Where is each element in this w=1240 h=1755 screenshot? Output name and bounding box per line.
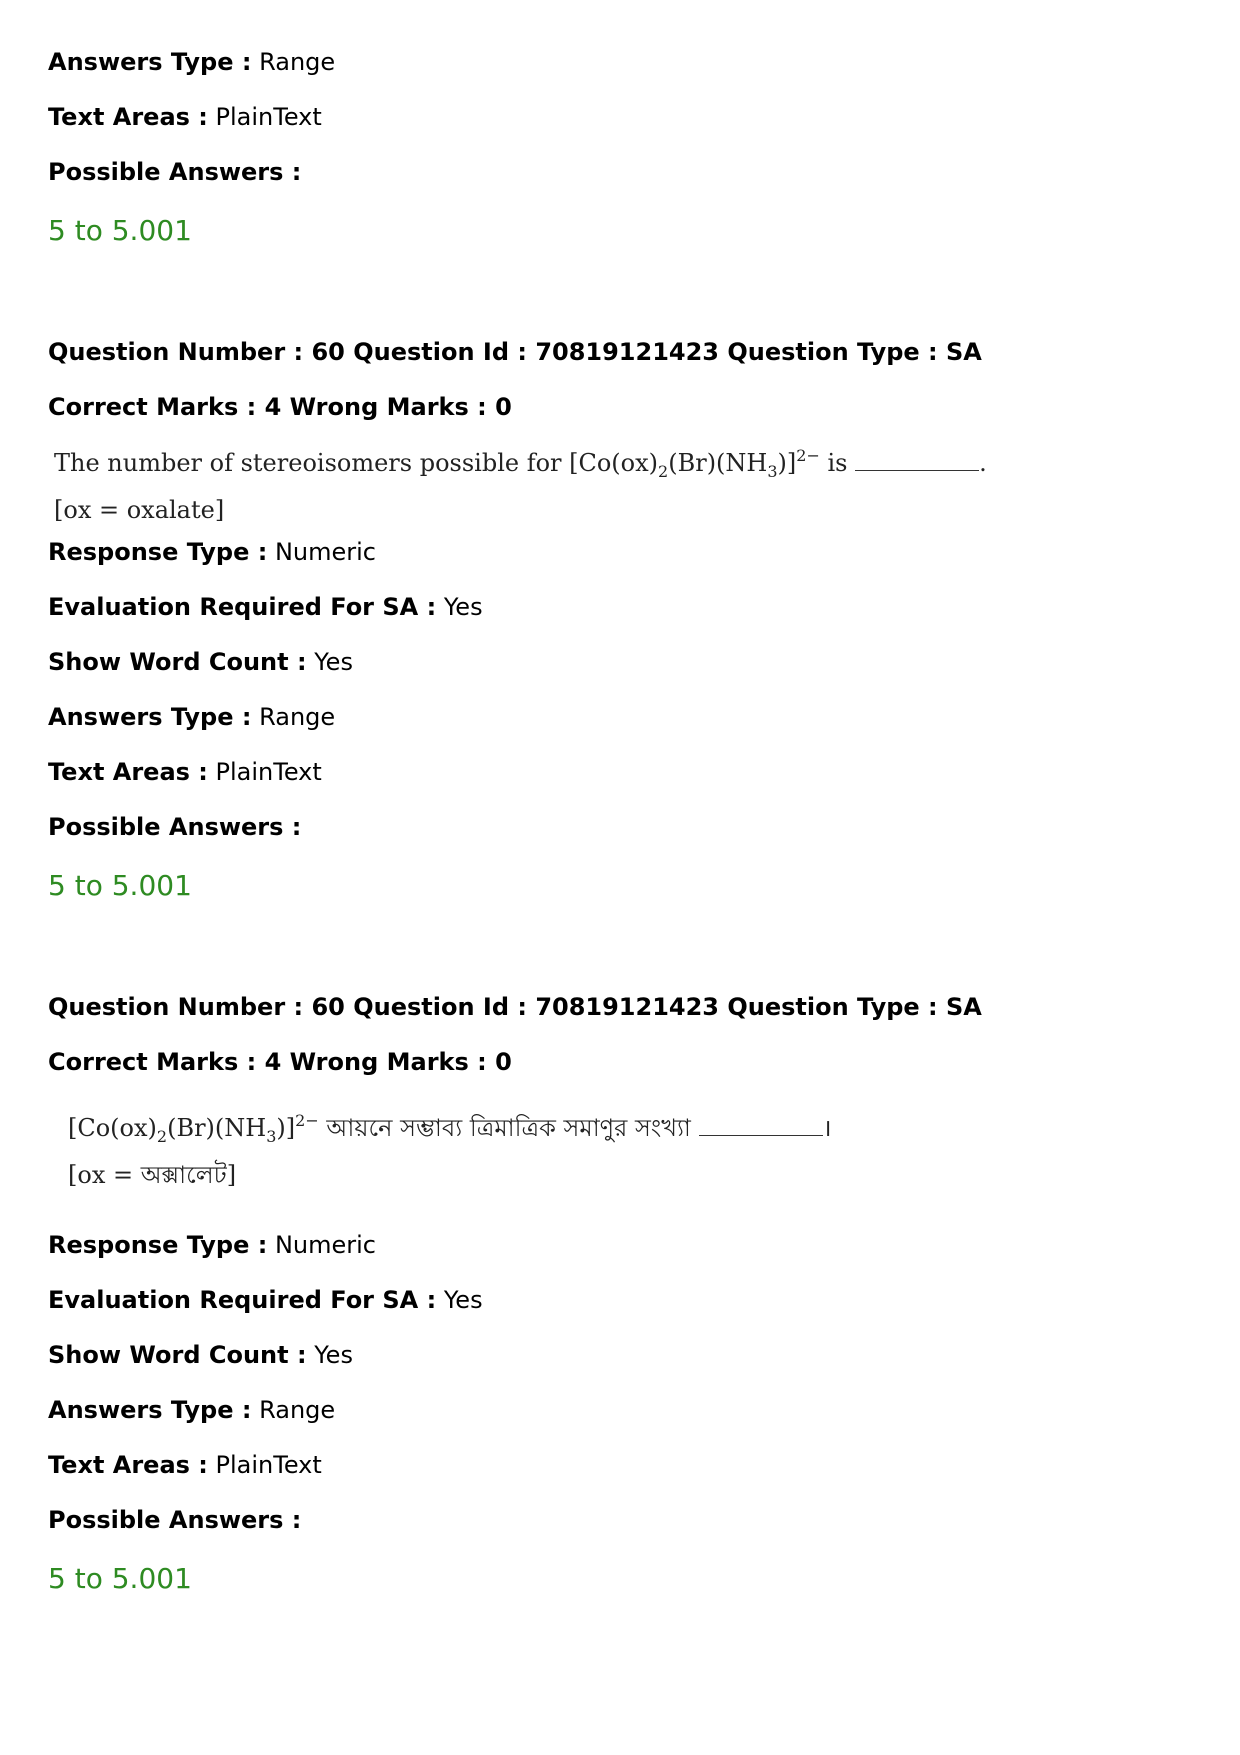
response-type-row: Response Type : Numeric (48, 538, 376, 566)
possible-answers-row: Possible Answers : (48, 813, 302, 841)
question-text-line1: The number of stereoisomers possible for $[Co(ox)_2(Br)(NH_3)]^{2-}$ is . (54, 446, 987, 481)
possible-answers-row (48, 157, 301, 187)
marks-row: Correct Marks : 4 Wrong Marks : 0 (48, 393, 512, 421)
possible-answers-label: Possible Answers : (48, 158, 302, 186)
text-areas-row: Text Areas : PlainText (48, 1451, 322, 1479)
evaluation-row: Evaluation Required For SA : Yes (48, 593, 483, 621)
answers-type-row: Answers Type : Range (48, 1396, 336, 1424)
text-areas-value: PlainText (215, 103, 322, 131)
text-areas-row (48, 102, 322, 132)
question-text-image (68, 1102, 832, 1194)
possible-answers-value: 5 to 5.001 (48, 869, 192, 902)
question-header: Question Number : 60 Question Id : 70819121423 Question Type : SA (48, 338, 982, 366)
evaluation-row: Evaluation Required For SA : Yes (48, 1286, 483, 1314)
question-text-line2: [ox = অক্সালেট] (68, 1161, 237, 1189)
question-text-line2: [ox = oxalate] (54, 496, 225, 524)
answer-blank (699, 1115, 823, 1136)
answers-type-row: Answers Type : Range (48, 703, 336, 731)
word-count-row: Show Word Count : Yes (48, 1341, 353, 1369)
question-text-image (54, 437, 987, 529)
possible-answers-value: 5 to 5.001 (48, 214, 192, 247)
question-header: Question Number : 60 Question Id : 70819121423 Question Type : SA (48, 993, 982, 1021)
word-count-row: Show Word Count : Yes (48, 648, 353, 676)
response-type-row: Response Type : Numeric (48, 1231, 376, 1259)
marks-row: Correct Marks : 4 Wrong Marks : 0 (48, 1048, 512, 1076)
answers-type-value: Range (259, 48, 336, 76)
question-text-line1: $[Co(ox)_2(Br)(NH_3)]^{2-}$ আয়নে সম্ভাব্য ত্রিমাত্রিক সমাণুর সংখ্যা । (68, 1111, 832, 1146)
text-areas-label: Text Areas : (48, 103, 208, 131)
answer-blank (855, 450, 979, 471)
possible-answers-value: 5 to 5.001 (48, 1562, 192, 1595)
answers-type-row (48, 47, 335, 77)
answers-type-label: Answers Type : (48, 48, 252, 76)
possible-answers-row: Possible Answers : (48, 1506, 302, 1534)
text-areas-row: Text Areas : PlainText (48, 758, 322, 786)
